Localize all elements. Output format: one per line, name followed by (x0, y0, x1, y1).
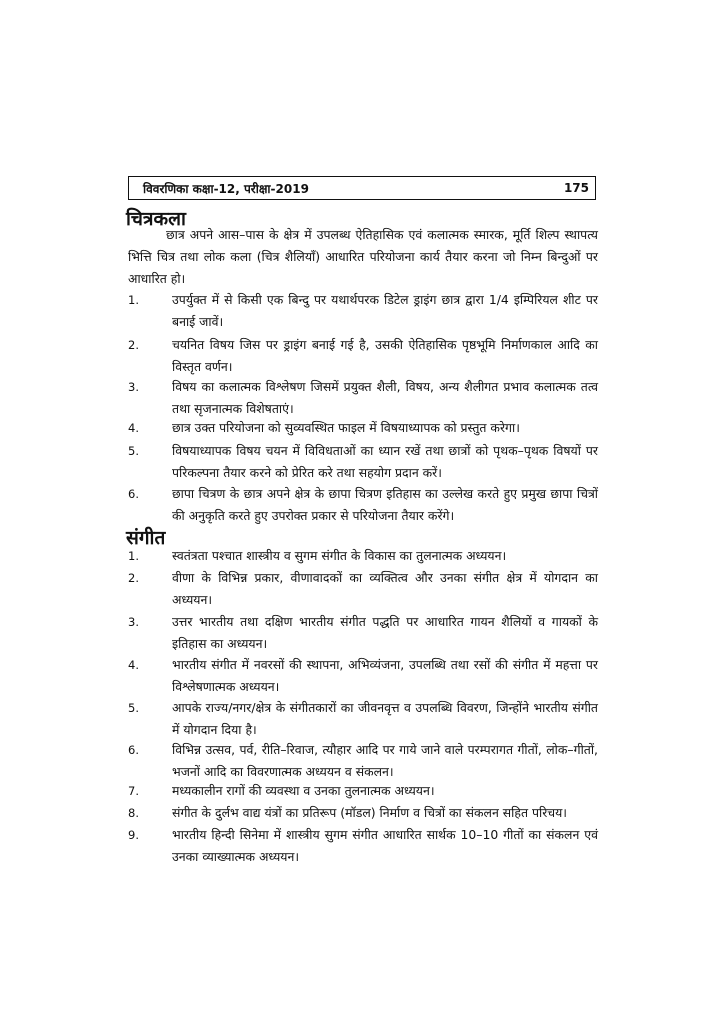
list-item-text: मध्यकालीन रागों की व्यवस्था व उनका तुलनात्मक अध्ययन। (172, 783, 435, 798)
page-header (128, 176, 596, 200)
list-item-text: उत्तर भारतीय तथा दक्षिण भारतीय संगीत पद्धति पर आधारित गायन शैलियों व गायकों के इतिहास का अध्ययन। (172, 614, 598, 651)
section-title-sangeet: संगीत (126, 527, 166, 549)
list-item-text: भारतीय संगीत में नवरसों की स्थापना, अभिव्यंजना, उपलब्धि तथा रसों की संगीत में महत्ता पर विश्लेषणात्मक अध्ययन। (172, 657, 598, 694)
list-item-text: छापा चित्रण के छात्र अपने क्षेत्र के छापा चित्रण इतिहास का उल्लेख करते हुए प्रमुख छापा चित्रों की अनुकृति करते हुए उपरोक्त प्रकार से परियोजना तैयार करेंगे। (172, 486, 598, 523)
chitrakala-intro (128, 224, 598, 290)
header-title: विवरणिका कक्षा-12, परीक्षा-2019 (143, 181, 309, 196)
list-item-number: 1. (128, 549, 139, 563)
list-item-number: 9. (128, 828, 139, 842)
list-item-number: 4. (128, 421, 139, 435)
page-number: 175 (563, 181, 589, 195)
list-item-number: 1. (128, 293, 139, 307)
list-item-text: चयनित विषय जिस पर ड्राइंग बनाई गई है, उसकी ऐतिहासिक पृष्ठभूमि निर्माणकाल आदि का विस्तृत वर्णन। (172, 337, 598, 374)
list-item-text: विषयाध्यापक विषय चयन में विविधताओं का ध्यान रखें तथा छात्रों को पृथक–पृथक विषयों पर परिकल्पना तैयार करने को प्रेरित करे तथा सहयोग प्रदान करें। (172, 443, 598, 480)
list-item-number: 5. (128, 701, 139, 715)
list-item-number: 5. (128, 444, 139, 458)
list-item-number: 6. (128, 487, 139, 501)
list-item-text: संगीत के दुर्लभ वाद्य यंत्रों का प्रतिरूप (मॉडल) निर्माण व चित्रों का संकलन सहित परिचय। (172, 805, 568, 820)
list-item-number: 7. (128, 784, 139, 798)
list-item-text: आपके राज्य/नगर/क्षेत्र के संगीतकारों का जीवनवृत्त व उपलब्धि विवरण, जिन्होंने भारतीय संगीत में योगदान दिया है। (172, 700, 598, 737)
list-item-text: वीणा के विभिन्न प्रकार, वीणावादकों का व्यक्तित्व और उनका संगीत क्षेत्र में योगदान का अध्ययन। (172, 570, 598, 607)
section-title-chitrakala: चित्रकला (126, 208, 186, 230)
list-item-number: 8. (128, 806, 139, 820)
list-item-number: 2. (128, 338, 139, 352)
list-item-number: 4. (128, 658, 139, 672)
list-item-number: 6. (128, 743, 139, 757)
list-item-text: स्वतंत्रता पश्चात शास्त्रीय व सुगम संगीत के विकास का तुलनात्मक अध्ययन। (172, 548, 507, 563)
list-item-text: उपर्युक्त में से किसी एक बिन्दु पर यथार्थपरक डिटेल ड्राइंग छात्र द्वारा 1/4 इम्पिरियल शीट पर बनाई जावें। (172, 292, 598, 329)
list-item-text: छात्र उक्त परियोजना को सुव्यवस्थित फाइल में विषयाध्यापक को प्रस्तुत करेगा। (172, 420, 520, 435)
list-item-number: 3. (128, 380, 139, 394)
list-item-text: भारतीय हिन्दी सिनेमा में शास्त्रीय सुगम संगीत आधारित सार्थक 10–10 गीतों का संकलन एवं उनका व्याख्यात्मक अध्ययन। (172, 827, 598, 864)
list-item-number: 2. (128, 571, 139, 585)
list-item-text: विभिन्न उत्सव, पर्व, रीति–रिवाज, त्यौहार आदि पर गाये जाने वाले परम्परागत गीतों, लोक–गीतों, भजनों आदि का विवरणात्मक अध्ययन व संकलन। (172, 742, 598, 779)
list-item-number: 3. (128, 615, 139, 629)
list-item-text: विषय का कलात्मक विश्लेषण जिसमें प्रयुक्त शैली, विषय, अन्य शैलीगत प्रभाव कलात्मक तत्व तथा सृजनात्मक विशेषताएं। (172, 379, 598, 416)
chitrakala-intro-text: छात्र अपने आस–पास के क्षेत्र में उपलब्ध ऐतिहासिक एवं कलात्मक स्मारक, मूर्ति शिल्प स्थापत्य भित्ति चित्र तथा लोक कला (चित्र शैलियाँ) आधारित परियोजना कार्य तैयार करना जो निम्न बिन्दुओं पर आधारित हो। (128, 227, 598, 286)
